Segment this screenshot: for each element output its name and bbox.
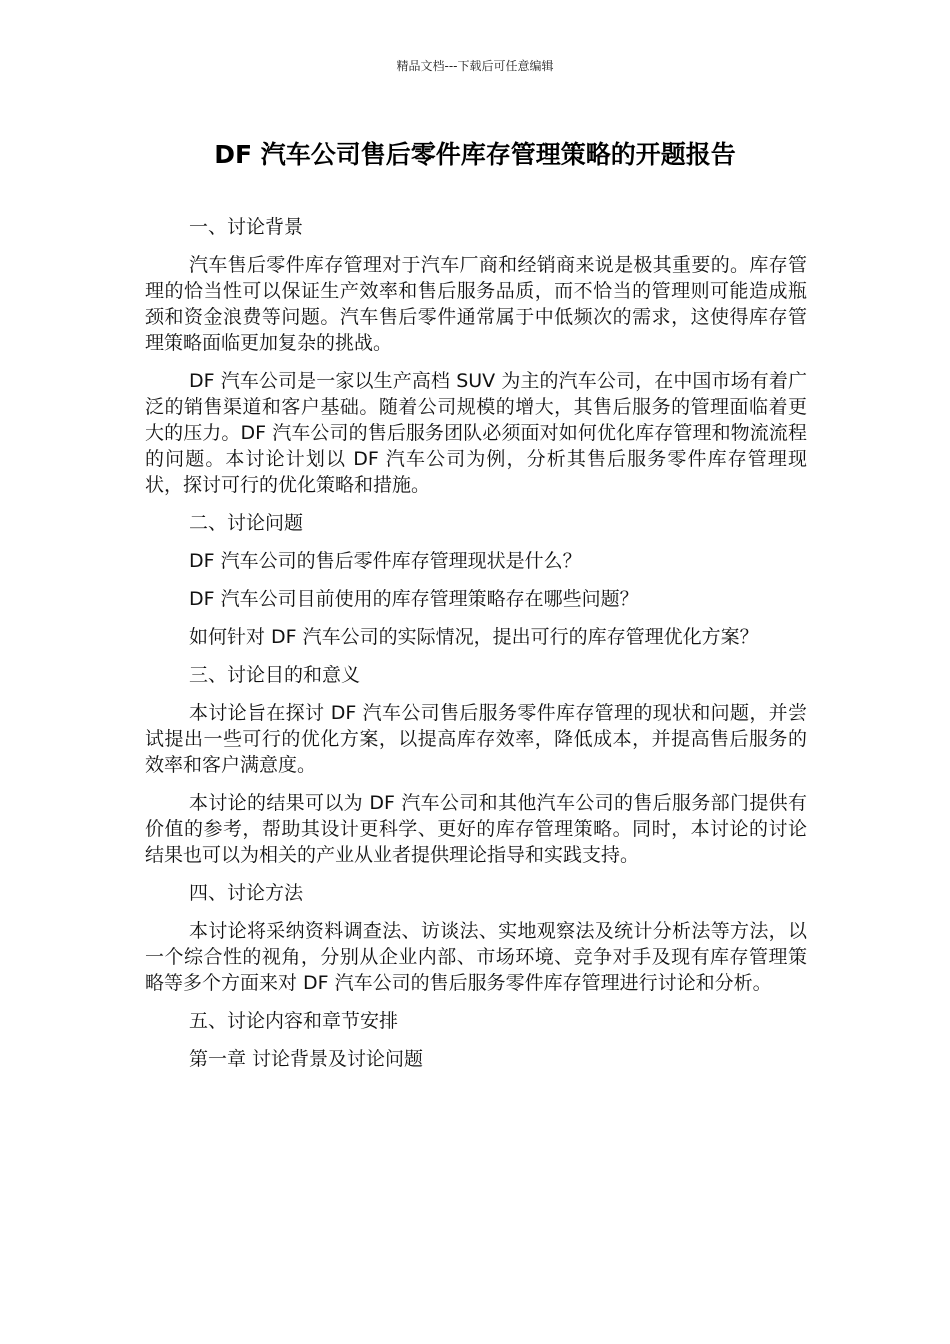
chapter-1-title: 第一章 讨论背景及讨论问题 — [189, 1048, 424, 1070]
paragraph-methods: 本讨论将采纳资料调查法、访谈法、实地观察法及统计分析法等方法，以一个综合性的视角，分别从企业内部、市场环境、竞争对手及现有库存管理策略等多个方面来对 DF 汽车公司的售后服务零件库存管理进行讨论和分析。 — [145, 920, 807, 994]
document-body — [145, 214, 807, 1084]
question-1: DF 汽车公司的售后零件库存管理现状是什么？ — [189, 550, 582, 572]
document-title: DF 汽车公司售后零件库存管理策略的开题报告 — [214, 140, 736, 169]
question-2: DF 汽车公司目前使用的库存管理策略存在哪些问题？ — [189, 588, 639, 610]
paragraph-background-1: 汽车售后零件库存管理对于汽车厂商和经销商来说是极其重要的。库存管理的恰当性可以保证生产效率和售后服务品质，而不恰当的管理则可能造成瓶颈和资金浪费等问题。汽车售后零件通常属于中低频次的需求，这使得库存管理策略面临更加复杂的挑战。 — [145, 254, 807, 354]
paragraph-purpose-1: 本讨论旨在探讨 DF 汽车公司售后服务零件库存管理的现状和问题，并尝试提出一些可行的优化方案，以提高库存效率，降低成本，并提高售后服务的效率和客户满意度。 — [145, 702, 807, 776]
paragraph-purpose-2: 本讨论的结果可以为 DF 汽车公司和其他汽车公司的售后服务部门提供有价值的参考，帮助其设计更科学、更好的库存管理策略。同时，本讨论的讨论结果也可以为相关的产业从业者提供理论指导和实践支持。 — [145, 792, 807, 866]
section-heading-questions: 二、讨论问题 — [189, 512, 304, 534]
paragraph-background-2: DF 汽车公司是一家以生产高档 SUV 为主的汽车公司，在中国市场有着广泛的销售渠道和客户基础。随着公司规模的增大，其售后服务的管理面临着更大的压力。DF 汽车公司的售后服务团队必须面对如何优化库存管理和物流流程的问题。本讨论计划以 DF 汽车公司为例，分析其售后服务零件库存管理现状，探讨可行的优化策略和措施。 — [145, 370, 807, 496]
question-3: 如何针对 DF 汽车公司的实际情况，提出可行的库存管理优化方案？ — [189, 626, 759, 648]
section-heading-purpose: 三、讨论目的和意义 — [189, 664, 361, 686]
header-note: 精品文档---下载后可任意编辑 — [396, 59, 554, 73]
section-heading-chapters: 五、讨论内容和章节安排 — [189, 1010, 399, 1032]
section-heading-methods: 四、讨论方法 — [189, 882, 304, 904]
section-heading-background: 一、讨论背景 — [189, 216, 304, 238]
